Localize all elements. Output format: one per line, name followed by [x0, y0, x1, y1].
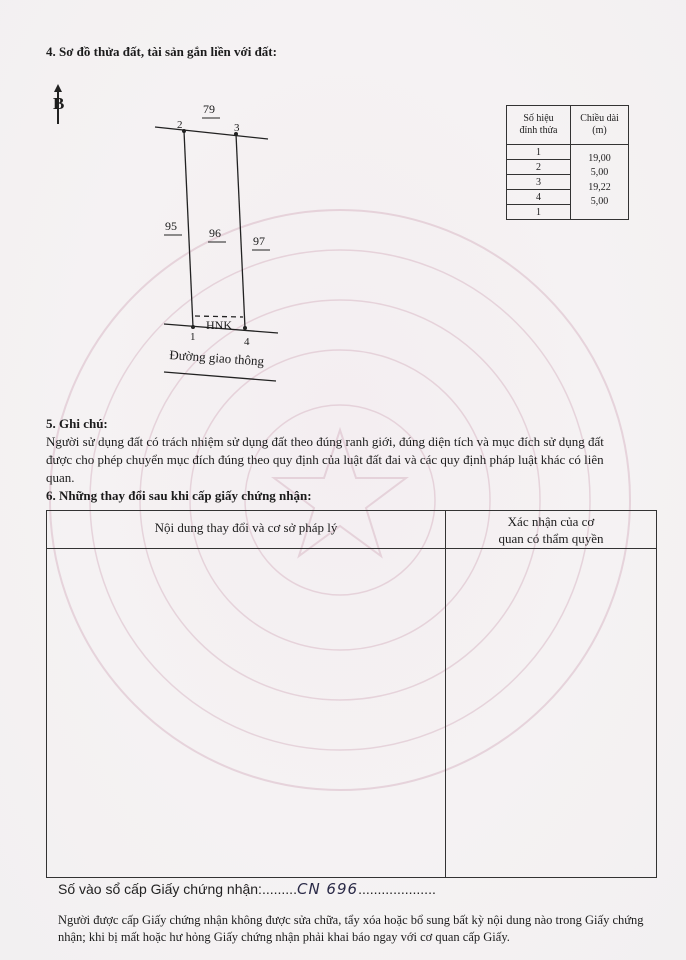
book-number-value: CN 696 [296, 880, 359, 898]
vertex-3-label: 3 [234, 122, 240, 134]
vertex-cell: 2 [507, 160, 571, 175]
vertex-1-label: 1 [190, 331, 196, 343]
neighbor-top-underline [202, 117, 220, 119]
book-number-label: Số vào sổ cấp Giấy chứng nhận: [58, 881, 262, 897]
neighbor-right-underline [252, 249, 270, 251]
changes-content-cell [47, 549, 446, 878]
vertex-cell: 4 [507, 190, 571, 205]
parcel-number-underline [208, 241, 226, 243]
neighbor-left-underline [164, 234, 182, 236]
vertex-cell: 3 [507, 175, 571, 190]
section-4-title: 4. Sơ đồ thửa đất, tài sản gắn liền với đất: [46, 44, 277, 59]
book-number-dots-after: .................... [358, 881, 436, 897]
road-label: Đường giao thông [168, 347, 265, 369]
vertex-4-label: 4 [244, 336, 250, 348]
section-6-title: 6. Những thay đổi sau khi cấp giấy chứng nhận: [46, 488, 312, 503]
vertex-cell: 1 [507, 205, 571, 220]
land-type-label: HNK [206, 318, 232, 332]
changes-confirmation-cell [446, 549, 657, 878]
length-value: 19,00 [588, 153, 611, 164]
vertex-length-table [506, 105, 629, 220]
north-letter: B [53, 94, 65, 113]
book-number-line [58, 880, 436, 898]
neighbor-right-label: 97 [253, 234, 265, 248]
vertex-cell: 1 [507, 145, 571, 160]
parcel-number-label: 96 [209, 226, 221, 240]
length-value: 5,00 [590, 167, 609, 179]
length-cell [571, 145, 629, 220]
vertex-2-label: 2 [177, 119, 183, 131]
length-column-header: Chiều dài (m) [571, 106, 629, 145]
book-number-dots: ......... [261, 881, 297, 897]
section-5-title: 5. Ghi chú: [46, 416, 108, 431]
footer-note: Người được cấp Giấy chứng nhận không được sửa chữa, tẩy xóa hoặc bổ sung bất kỳ nội dung nào trong Giấy chứng nhận; khi bị mất hoặc hư hỏng Giấy chứng nhận phải khai báo ngay với cơ quan cấp Giấy. [58, 913, 644, 944]
section-5-text: Người sử dụng đất có trách nhiệm sử dụng đất theo đúng ranh giới, đúng diện tích và mục đích sử dụng đất được cho phép chuyển mục đích đúng theo quy định của luật đất đai và các quy định pháp luật khác có liên quan. [46, 434, 604, 485]
neighbor-top-label: 79 [203, 102, 215, 116]
neighbor-left-label: 95 [165, 219, 177, 233]
length-value: 5,00 [590, 196, 609, 208]
changes-table [46, 510, 657, 878]
changes-content-header: Nội dung thay đổi và cơ sở pháp lý [47, 511, 446, 549]
vertex-column-header: Số hiệu đỉnh thửa [507, 106, 571, 145]
length-value: 19,22 [588, 181, 611, 193]
changes-confirmation-header: Xác nhận của cơ quan có thẩm quyền [446, 511, 657, 549]
